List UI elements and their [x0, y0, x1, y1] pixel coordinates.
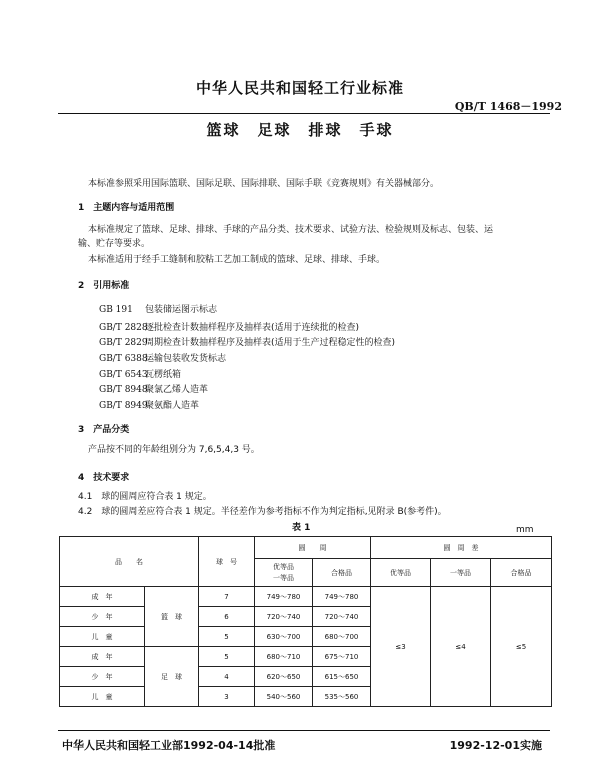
document-title: 篮球 足球 排球 手球 [206, 121, 394, 139]
header-rule [58, 113, 550, 114]
age-group: 少 年 [60, 607, 145, 627]
header-diff-qualified: 合格品 [491, 559, 552, 587]
circ-qualified: 749～780 [313, 587, 371, 607]
circ-superior-first: 630～700 [255, 627, 313, 647]
diff-qualified: ≤5 [491, 587, 552, 707]
section-4-heading: 4 技术要求 [78, 473, 130, 483]
org-title: 中华人民共和国轻工行业标准 [195, 79, 404, 97]
circ-qualified: 535～560 [313, 687, 371, 707]
age-group: 成 年 [60, 587, 145, 607]
reference-item [99, 398, 199, 411]
section-3-heading: 3 产品分类 [78, 425, 130, 435]
ball-size: 3 [199, 687, 255, 707]
circ-qualified: 615～650 [313, 667, 371, 687]
header-circ-diff: 圆 周 差 [371, 537, 552, 559]
ball-size: 5 [199, 647, 255, 667]
ball-size: 5 [199, 627, 255, 647]
header-diff-first: 一等品 [431, 559, 491, 587]
reference-title: 聚氨酯人造革 [145, 401, 200, 411]
reference-item [99, 382, 208, 395]
age-group: 少 年 [60, 667, 145, 687]
section-1-para1-line1: 本标准规定了篮球、足球、排球、手球的产品分类、技术要求、试验方法、检验规则及标志、包装、运 [88, 225, 494, 235]
ball-size: 4 [199, 667, 255, 687]
reference-code: GB/T 2828 [99, 323, 148, 333]
header-size: 球 号 [199, 537, 255, 587]
age-group: 儿 童 [60, 627, 145, 647]
age-group: 成 年 [60, 647, 145, 667]
header-superior-first: 优等品 一等品 [255, 559, 313, 587]
reference-code: GB/T 2829 [99, 338, 148, 348]
ball-type-basketball: 篮 球 [145, 587, 199, 647]
reference-title: 聚氯乙烯人造革 [145, 385, 209, 395]
clause-4-2: 4.2 球的圆周差应符合表 1 规定。半径差作为参考指标不作为判定指标,见附录 B(参考件)。 [78, 507, 447, 517]
ball-size: 7 [199, 587, 255, 607]
circ-superior-first: 720～740 [255, 607, 313, 627]
diff-superior: ≤3 [371, 587, 431, 707]
section-3-text: 产品按不同的年龄组别分为 7,6,5,4,3 号。 [88, 445, 260, 455]
footer-rule [58, 730, 550, 731]
reference-title: 瓦楞纸箱 [145, 370, 182, 380]
reference-title: 周期检查计数抽样程序及抽样表(适用于生产过程稳定性的检查) [145, 338, 396, 348]
section-1-para1-line2: 输、贮存等要求。 [78, 239, 151, 249]
table-row [60, 587, 552, 607]
header-circumference: 圆 周 [255, 537, 371, 559]
table-unit: mm [516, 525, 534, 535]
reference-code: GB/T 6543 [99, 370, 148, 380]
header-diff-superior: 优等品 [371, 559, 431, 587]
reference-item [99, 335, 395, 348]
clause-4-1: 4.1 球的圆周应符合表 1 规定。 [78, 492, 212, 502]
circ-qualified: 720～740 [313, 607, 371, 627]
reference-title: 运输包装收发货标志 [145, 354, 227, 364]
ball-size: 6 [199, 607, 255, 627]
circ-superior-first: 620～650 [255, 667, 313, 687]
section-1-heading: 1 主题内容与适用范围 [78, 203, 175, 213]
circ-qualified: 675～710 [313, 647, 371, 667]
reference-title: 逐批检查计数抽样程序及抽样表(适用于连续批的检查) [145, 323, 360, 333]
approval-line: 中华人民共和国轻工业部1992-04-14批准 [62, 739, 276, 752]
circ-superior-first: 749～780 [255, 587, 313, 607]
reference-item [99, 351, 226, 364]
age-group: 儿 童 [60, 687, 145, 707]
reference-code: GB/T 8948 [99, 385, 148, 395]
intro-paragraph: 本标准参照采用国际篮联、国际足联、国际排联、国际手联《竞赛规则》有关器械部分。 [88, 179, 440, 189]
reference-item [99, 320, 359, 333]
circ-qualified: 680～700 [313, 627, 371, 647]
effective-date: 1992-12-01实施 [449, 739, 542, 752]
reference-item [99, 302, 217, 315]
standard-number: QB/T 1468－1992 [454, 100, 562, 113]
diff-first: ≤4 [431, 587, 491, 707]
table-1 [59, 536, 552, 707]
circ-superior-first: 680～710 [255, 647, 313, 667]
section-1-para2: 本标准适用于经手工缝制和胶粘工艺加工制成的篮球、足球、排球、手球。 [88, 255, 386, 265]
header-qualified: 合格品 [313, 559, 371, 587]
table-caption: 表 1 [292, 523, 311, 533]
reference-title: 包装储运图示标志 [145, 305, 218, 315]
header-name: 品 名 [60, 537, 199, 587]
section-2-heading: 2 引用标准 [78, 281, 130, 291]
reference-code: GB/T 6388 [99, 354, 148, 364]
reference-code: GB/T 8949 [99, 401, 148, 411]
ball-type-football: 足 球 [145, 647, 199, 707]
circ-superior-first: 540～560 [255, 687, 313, 707]
reference-item [99, 367, 181, 380]
reference-code: GB 191 [99, 305, 133, 315]
